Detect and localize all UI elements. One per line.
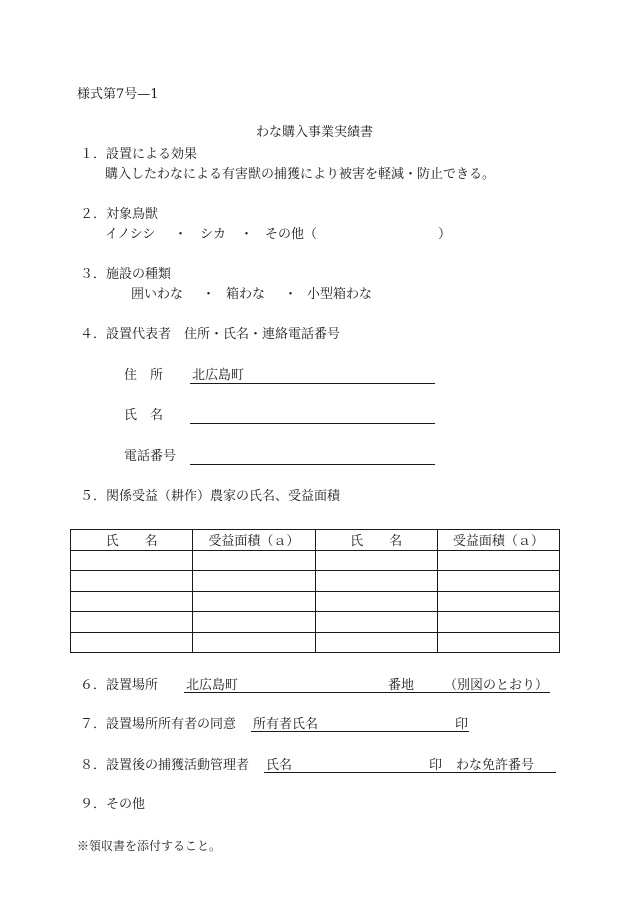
phone-label: 電話番号 (124, 449, 177, 464)
target-option-deer: シカ (200, 227, 227, 242)
table-cell (193, 632, 315, 653)
owner-line (251, 731, 469, 732)
address-label: 住 所 (124, 368, 164, 383)
facility-separator: ・ (284, 287, 298, 302)
phone-line (190, 464, 435, 465)
table-cell (193, 550, 315, 571)
section-1-body: 購入したわなによる有害獣の捕獲により被害を軽減・防止できる。 (105, 167, 496, 182)
location-note: （別図のとおり） (444, 678, 549, 693)
owner-name-label: 所有者氏名 (253, 717, 319, 732)
target-option-other: その他（ (265, 227, 318, 242)
manager-name-label: 氏名 (266, 758, 293, 773)
name-line (190, 423, 435, 424)
target-separator: ・ (174, 227, 188, 242)
table-cell (437, 550, 559, 571)
name-label: 氏 名 (124, 408, 164, 423)
beneficiary-table (70, 529, 560, 653)
section-3-heading: ３．施設の種類 (80, 267, 172, 282)
table-header-row (71, 530, 560, 551)
table-cell (71, 591, 193, 612)
location-banchi: 番地 (388, 678, 415, 693)
table-cell (193, 571, 315, 592)
license-number-label: わな免許番号 (456, 758, 535, 773)
section-4-heading: ４．設置代表者 住所・氏名・連絡電話番号 (80, 327, 341, 342)
table-cell (315, 550, 437, 571)
table-cell (71, 550, 193, 571)
facility-option-small-box-trap: 小型箱わな (307, 287, 373, 302)
facility-separator: ・ (202, 287, 216, 302)
table-cell (193, 591, 315, 612)
location-line (184, 692, 550, 693)
section-7-heading: ７．設置場所所有者の同意 (80, 717, 237, 732)
column-header-name-2: 氏 名 (315, 530, 437, 551)
section-1-heading: １．設置による効果 (80, 147, 198, 162)
section-5-heading: ５．関係受益（耕作）農家の氏名、受益面積 (80, 489, 341, 504)
address-line (190, 383, 435, 384)
footnote: ※領収書を添付すること。 (77, 839, 222, 853)
section-9-heading: ９．その他 (80, 797, 146, 812)
target-option-close-paren: ） (438, 227, 452, 242)
column-header-area-2: 受益面積（ａ） (437, 530, 559, 551)
target-separator: ・ (240, 227, 254, 242)
column-header-name-1: 氏 名 (71, 530, 193, 551)
table-row (71, 612, 560, 633)
table-row (71, 571, 560, 592)
facility-option-box-trap: 箱わな (226, 287, 266, 302)
table-row (71, 632, 560, 653)
address-value: 北広島町 (192, 368, 245, 383)
table-cell (71, 612, 193, 633)
table-cell (315, 632, 437, 653)
section-8-heading: ８．設置後の捕獲活動管理者 (80, 758, 250, 773)
table-cell (71, 571, 193, 592)
section-6-heading: ６．設置場所 (80, 678, 159, 693)
manager-line (264, 772, 556, 773)
section-2-heading: ２．対象鳥獣 (80, 207, 159, 222)
table-cell (315, 591, 437, 612)
column-header-area-1: 受益面積（ａ） (193, 530, 315, 551)
table-cell (437, 612, 559, 633)
table-cell (437, 632, 559, 653)
facility-option-enclosure-trap: 囲いわな (131, 287, 184, 302)
table-cell (437, 571, 559, 592)
manager-seal-mark: 印 (429, 758, 443, 773)
target-option-boar: イノシシ (105, 227, 156, 242)
table-cell (71, 632, 193, 653)
document-title: わな購入事業実績書 (256, 125, 374, 140)
form-number: 様式第7号—1 (77, 87, 159, 102)
table-cell (315, 612, 437, 633)
table-cell (315, 571, 437, 592)
table-cell (437, 591, 559, 612)
owner-seal-mark: 印 (455, 717, 469, 732)
table-row (71, 550, 560, 571)
table-row (71, 591, 560, 612)
location-town: 北広島町 (186, 678, 239, 693)
table-cell (193, 612, 315, 633)
